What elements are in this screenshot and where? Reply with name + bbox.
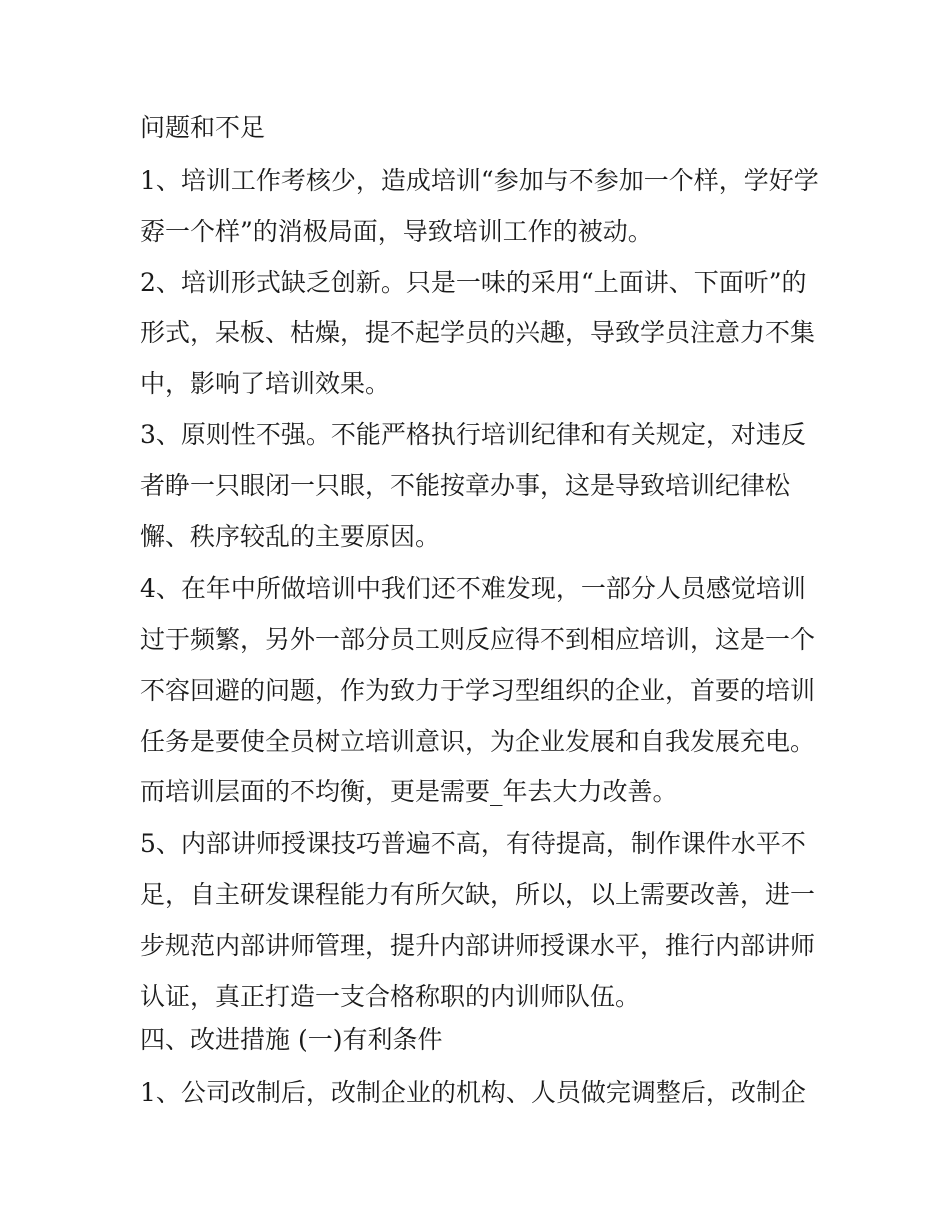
- text-line: 孬一个样”的消极局面，导致培训工作的被动。: [140, 217, 653, 246]
- text-line: 形式，呆板、枯燥，提不起学员的兴趣，导致学员注意力不集: [140, 318, 816, 347]
- text-line: 步规范内部讲师管理，提升内部讲师授课水平，推行内部讲师: [140, 931, 816, 960]
- section-heading: 四、改进措施 (一)有利条件: [140, 1025, 443, 1054]
- text-line: 过于频繁，另外一部分员工则反应得不到相应培训，这是一个: [140, 625, 816, 654]
- text-line: 3、原则性不强。不能严格执行培训纪律和有关规定，对违反: [140, 420, 806, 449]
- section-heading: 问题和不足: [140, 113, 266, 142]
- text-line: 者睁一只眼闭一只眼，不能按章办事，这是导致培训纪律松: [140, 471, 791, 500]
- text-line: 懈、秩序较乱的主要原因。: [140, 522, 441, 551]
- text-line: 4、在年中所做培训中我们还不难发现，一部分人员感觉培训: [140, 574, 806, 603]
- text-line: 5、内部讲师授课技巧普遍不高，有待提高，制作课件水平不: [140, 829, 806, 858]
- text-line: 认证，真正打造一支合格称职的内训师队伍。: [140, 982, 641, 1011]
- text-line: 中，影响了培训效果。: [140, 369, 391, 398]
- text-line: 2、培训形式缺乏创新。只是一味的采用“上面讲、下面听”的: [140, 268, 807, 297]
- text-line: 不容回避的问题，作为致力于学习型组织的企业，首要的培训: [140, 676, 816, 705]
- text-line: 1、培训工作考核少，造成培训“参加与不参加一个样，学好学: [140, 166, 819, 195]
- text-line: 足，自主研发课程能力有所欠缺，所以，以上需要改善，进一: [140, 880, 816, 909]
- text-line: 任务是要使全员树立培训意识，为企业发展和自我发展充电。: [140, 727, 816, 756]
- text-line: 1、公司改制后，改制企业的机构、人员做完调整后，改制企: [140, 1078, 806, 1107]
- text-line: 而培训层面的不均衡，更是需要_年去大力改善。: [140, 777, 678, 806]
